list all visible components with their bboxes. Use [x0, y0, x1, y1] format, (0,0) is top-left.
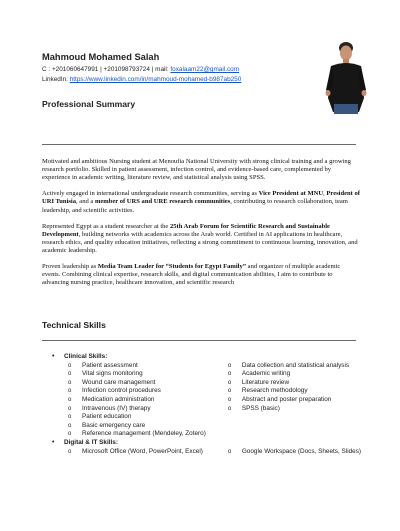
list-item: o Patient education: [68, 413, 132, 421]
technical-skills: [50, 353, 370, 456]
circle-bullet-icon: o: [227, 396, 232, 403]
list-item: o Intravenous (IV) therapy: [68, 404, 151, 412]
summary-paragraph-3: Represented Egypt as a student researcher at the 25th Arab Forum for Scientific Research and Sustainable Development, building networks with academics across the Arab world. Certified in AI applications in healthcare, research ethics, and quality education initiatives, reflecting a strong commitment to continuous learning, innovation, and academic leadership.: [42, 222, 358, 255]
circle-bullet-icon: o: [227, 405, 232, 412]
linkedin-link[interactable]: https://www.linkedin.com/in/mahmoud-mohamed-b987ab250: [69, 76, 242, 83]
circle-bullet-icon: o: [227, 362, 232, 369]
circle-bullet-icon: o: [68, 388, 72, 395]
email-link[interactable]: foxalaam22@gmail.com: [170, 66, 240, 73]
digital-skills-category: [50, 439, 370, 456]
circle-bullet-icon: o: [227, 379, 232, 386]
circle-bullet-icon: o: [68, 362, 72, 369]
list-item: o Basic emergency care: [68, 421, 146, 429]
circle-bullet-icon: o: [227, 388, 232, 395]
list-item: o Microsoft Office (Word, PowerPoint, Excel): [68, 447, 203, 455]
circle-bullet-icon: o: [68, 379, 72, 386]
skills-heading: Technical Skills: [42, 320, 106, 330]
list-item: o Patient assessment: [68, 361, 138, 369]
contact-line: [42, 66, 312, 73]
list-item: o Medication administration: [68, 395, 155, 403]
clinical-skills-title: Clinical Skills:: [64, 353, 108, 360]
summary-paragraph-4: Proven leadership as Media Team Leader for “Students for Egypt Family” and organizer of multiple academic events. Combining clinical expertise, research skills, and digital communication abilities, I aim to contribute to advancing nursing practice, healthcare innovation, and scientific research: [42, 263, 341, 287]
clinical-skills-right-list: [224, 362, 370, 439]
circle-bullet-icon: o: [68, 405, 72, 412]
summary-paragraph-1: Motivated and ambitious Nursing student at Menoufia National University with strong clinical training and a growing research portfolio. Skilled in patient assessment, infection control, and evidence-based care, complemented by experience in academic writing, literature review, and statistical analysis using SPSS.: [42, 158, 351, 182]
list-item: o Google Workspace (Docs, Sheets, Slides): [227, 447, 362, 455]
circle-bullet-icon: o: [227, 371, 232, 378]
candidate-name: Mahmoud Mohamed Salah: [42, 52, 160, 62]
circle-bullet-icon: o: [68, 422, 72, 429]
digital-skills-left-list: [64, 448, 224, 457]
list-item: o Academic writing: [227, 370, 291, 378]
list-item: o Reference management (Mendeley, Zotero): [68, 430, 206, 438]
circle-bullet-icon: o: [227, 448, 232, 455]
professional-summary: [42, 158, 360, 296]
circle-bullet-icon: o: [68, 396, 72, 403]
summary-heading: Professional Summary: [42, 99, 136, 109]
linkedin-line: [42, 76, 312, 83]
list-item: o Wound care management: [68, 378, 156, 386]
list-item: o Research methodology: [227, 387, 308, 395]
circle-bullet-icon: o: [68, 431, 72, 438]
list-item: o Literature review: [227, 378, 290, 386]
clinical-skills-category: [50, 353, 370, 439]
list-item: o Infection control procedures: [68, 387, 161, 395]
list-item: o SPSS (basic): [227, 404, 280, 412]
digital-skills-right-list: [224, 448, 370, 457]
linkedin-label: LinkedIn:: [42, 76, 70, 83]
profile-photo: [322, 38, 370, 114]
summary-paragraph-2: Actively engaged in international undergraduate research communities, serving as Vice President at MNU, President of URI Tunisia, and a member of URS and URE research communities, contributing to research collaboration, team leadership, and scientific activities.: [42, 190, 360, 214]
list-item: o Vital signs monitoring: [68, 370, 143, 378]
phone-numbers: C : +201060647991 | +201098793724 | mail:: [42, 66, 171, 73]
bullet-icon: •: [52, 353, 55, 360]
circle-bullet-icon: o: [68, 371, 72, 378]
list-item: o Data collection and statistical analysis: [227, 361, 350, 369]
clinical-skills-left-list: [64, 362, 224, 439]
skills-divider: [42, 340, 356, 341]
resume-header: [42, 52, 312, 83]
circle-bullet-icon: o: [68, 414, 72, 421]
summary-divider: [42, 144, 356, 145]
bullet-icon: •: [52, 438, 55, 446]
list-item: o Abstract and poster preparation: [227, 395, 332, 403]
digital-skills-title: Digital & IT Skills:: [64, 438, 118, 446]
circle-bullet-icon: o: [68, 448, 72, 455]
